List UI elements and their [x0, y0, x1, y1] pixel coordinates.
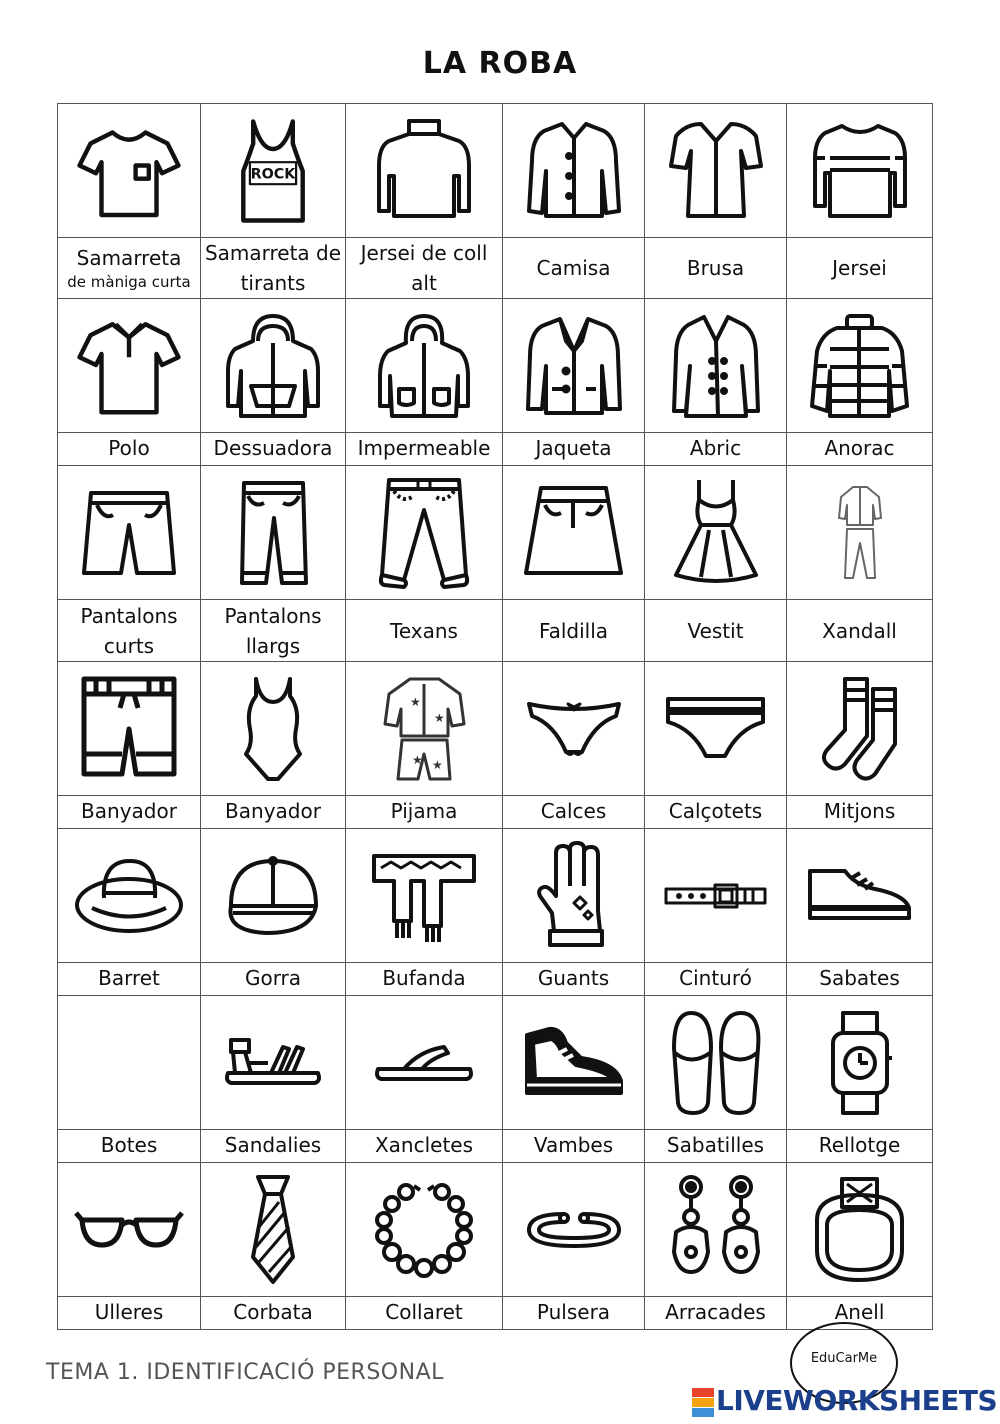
- label-row: [58, 1297, 933, 1330]
- image-cell: [201, 466, 346, 600]
- image-cell: [787, 466, 933, 600]
- image-cell: [201, 996, 346, 1130]
- label-cell: Pijama: [346, 796, 503, 829]
- shirt-icon: [524, 116, 624, 226]
- shoe-icon: [805, 863, 915, 928]
- label-cell: Sabates: [787, 963, 933, 996]
- dress-icon: [671, 475, 761, 590]
- image-cell: [645, 1163, 787, 1297]
- label-cell: Collaret: [346, 1297, 503, 1330]
- svg-text:★: ★: [433, 710, 445, 725]
- image-cell: [503, 662, 645, 796]
- turtleneck-icon: [374, 116, 474, 226]
- swimsuit-icon: [238, 674, 308, 784]
- glove-icon: [534, 841, 614, 951]
- label-cell: Barret: [58, 963, 201, 996]
- image-cell: [503, 996, 645, 1130]
- image-cell: [346, 1163, 503, 1297]
- label-cell: Corbata: [201, 1297, 346, 1330]
- image-cell: [787, 996, 933, 1130]
- image-cell: [201, 829, 346, 963]
- image-cell: [787, 1163, 933, 1297]
- image-cell: [346, 829, 503, 963]
- label-cell: Pulsera: [503, 1297, 645, 1330]
- image-cell: [645, 299, 787, 433]
- flip-flop-icon: [374, 1043, 474, 1083]
- label-cell: Jersei de coll alt: [346, 238, 503, 299]
- image-cell: [503, 829, 645, 963]
- image-cell: [58, 466, 201, 600]
- coat-icon: [666, 311, 766, 421]
- earrings-icon: [666, 1172, 766, 1287]
- raincoat-icon: [374, 311, 474, 421]
- hoodie-icon: [223, 311, 323, 421]
- label-cell: Guants: [503, 963, 645, 996]
- svg-text:★: ★: [411, 752, 423, 767]
- image-row: [58, 299, 933, 433]
- label-cell: Pantalons curts: [58, 600, 201, 662]
- label-cell: Anell: [787, 1297, 933, 1330]
- slippers-icon: [666, 1008, 766, 1118]
- necklace-icon: [374, 1180, 474, 1280]
- label-row: [58, 963, 933, 996]
- image-cell: [787, 299, 933, 433]
- label-cell: Jaqueta: [503, 433, 645, 466]
- svg-text:★: ★: [409, 694, 421, 709]
- image-cell: [787, 662, 933, 796]
- label-cell: Sabatilles: [645, 1130, 787, 1163]
- svg-text:★: ★: [431, 757, 443, 772]
- sweater-icon: [810, 118, 910, 223]
- tank-top-text: ROCK: [250, 166, 296, 183]
- image-cell: [645, 996, 787, 1130]
- glasses-icon: [74, 1205, 184, 1255]
- label-cell: Ulleres: [58, 1297, 201, 1330]
- image-cell: [503, 299, 645, 433]
- label-cell: Bufanda: [346, 963, 503, 996]
- image-cell: [787, 104, 933, 238]
- label-cell: Brusa: [645, 238, 787, 299]
- shorts-icon: [79, 485, 179, 580]
- briefs-icon: [663, 694, 768, 764]
- label-cell: Faldilla: [503, 600, 645, 662]
- image-cell: [346, 996, 503, 1130]
- label-cell: Xandall: [787, 600, 933, 662]
- image-cell: [58, 104, 201, 238]
- page-title: LA ROBA: [422, 46, 578, 81]
- label-cell: Abric: [645, 433, 787, 466]
- label-cell: Samarreta de tirants: [201, 238, 346, 299]
- label-cell: Calces: [503, 796, 645, 829]
- image-cell: [346, 299, 503, 433]
- image-cell: [58, 1163, 201, 1297]
- sandal-icon: [223, 1035, 323, 1090]
- label-row: [58, 238, 933, 299]
- label-row: [58, 796, 933, 829]
- image-cell: [787, 829, 933, 963]
- image-cell: [201, 1163, 346, 1297]
- label-cell: Vestit: [645, 600, 787, 662]
- jeans-icon: [374, 475, 474, 590]
- tshirt-icon: [74, 116, 184, 226]
- scarf-icon: [369, 846, 479, 946]
- stamp-text: EduCarMe: [810, 1351, 878, 1366]
- image-cell: [58, 829, 201, 963]
- label-cell: Impermeable: [346, 433, 503, 466]
- label-cell: [58, 238, 201, 299]
- tank-top-icon: [233, 116, 313, 226]
- panties-icon: [524, 694, 624, 764]
- image-cell: [503, 104, 645, 238]
- image-cell: [503, 466, 645, 600]
- label-cell: Texans: [346, 600, 503, 662]
- image-cell: [201, 104, 346, 238]
- label-cell: Mitjons: [787, 796, 933, 829]
- image-cell: [645, 466, 787, 600]
- label-cell: Cinturó: [645, 963, 787, 996]
- label-cell: Jersei: [787, 238, 933, 299]
- watch-icon: [825, 1008, 895, 1118]
- image-cell: [58, 662, 201, 796]
- image-cell: [346, 466, 503, 600]
- brand-logo: [692, 1384, 997, 1417]
- label-cell: Sandalies: [201, 1130, 346, 1163]
- puffer-jacket-icon: [807, 311, 912, 421]
- label-row: [58, 433, 933, 466]
- label-cell: Gorra: [201, 963, 346, 996]
- image-cell: [645, 662, 787, 796]
- image-cell: [503, 1163, 645, 1297]
- image-cell: [645, 104, 787, 238]
- image-cell: [346, 662, 503, 796]
- label-cell: Arracades: [645, 1297, 787, 1330]
- image-row: [58, 104, 933, 238]
- label-row: [58, 600, 933, 662]
- image-cell: [645, 829, 787, 963]
- pajamas-icon: [382, 674, 467, 784]
- trousers-icon: [236, 478, 311, 588]
- image-cell: [346, 104, 503, 238]
- item-sublabel: de màniga curta: [67, 273, 191, 292]
- label-cell: Banyador: [201, 796, 346, 829]
- label-cell: Pantalons llargs: [201, 600, 346, 662]
- belt-icon: [663, 881, 768, 911]
- image-cell: [58, 996, 201, 1130]
- brand-text: LIVEWORKSHEETS: [716, 1384, 998, 1417]
- label-cell: Polo: [58, 433, 201, 466]
- skirt-icon: [521, 483, 626, 583]
- image-row: [58, 996, 933, 1130]
- cap-icon: [221, 851, 326, 941]
- clothing-grid: [57, 103, 933, 1330]
- label-row: [58, 1130, 933, 1163]
- image-cell: [201, 662, 346, 796]
- hat-icon: [72, 853, 187, 938]
- swim-shorts-icon: [74, 674, 184, 784]
- tracksuit-icon: [835, 483, 885, 583]
- item-label: Samarreta: [76, 246, 182, 271]
- socks-icon: [815, 674, 905, 784]
- label-cell: Camisa: [503, 238, 645, 299]
- label-cell: Calçotets: [645, 796, 787, 829]
- ring-icon: [807, 1175, 912, 1285]
- label-cell: Anorac: [787, 433, 933, 466]
- image-cell: [58, 299, 201, 433]
- label-cell: Banyador: [58, 796, 201, 829]
- footer-topic: TEMA 1. IDENTIFICACIÓ PERSONAL: [46, 1360, 444, 1385]
- image-row: [58, 662, 933, 796]
- image-row: [58, 1163, 933, 1297]
- polo-icon: [74, 313, 184, 418]
- bracelet-icon: [524, 1202, 624, 1257]
- label-cell: Botes: [58, 1130, 201, 1163]
- image-row: [58, 829, 933, 963]
- label-cell: Dessuadora: [201, 433, 346, 466]
- label-cell: Xancletes: [346, 1130, 503, 1163]
- tie-icon: [243, 1172, 303, 1287]
- image-cell: [201, 299, 346, 433]
- blouse-icon: [666, 116, 766, 226]
- jacket-icon: [524, 311, 624, 421]
- label-cell: Rellotge: [787, 1130, 933, 1163]
- sneaker-icon: [521, 1023, 626, 1103]
- image-row: [58, 466, 933, 600]
- label-cell: Vambes: [503, 1130, 645, 1163]
